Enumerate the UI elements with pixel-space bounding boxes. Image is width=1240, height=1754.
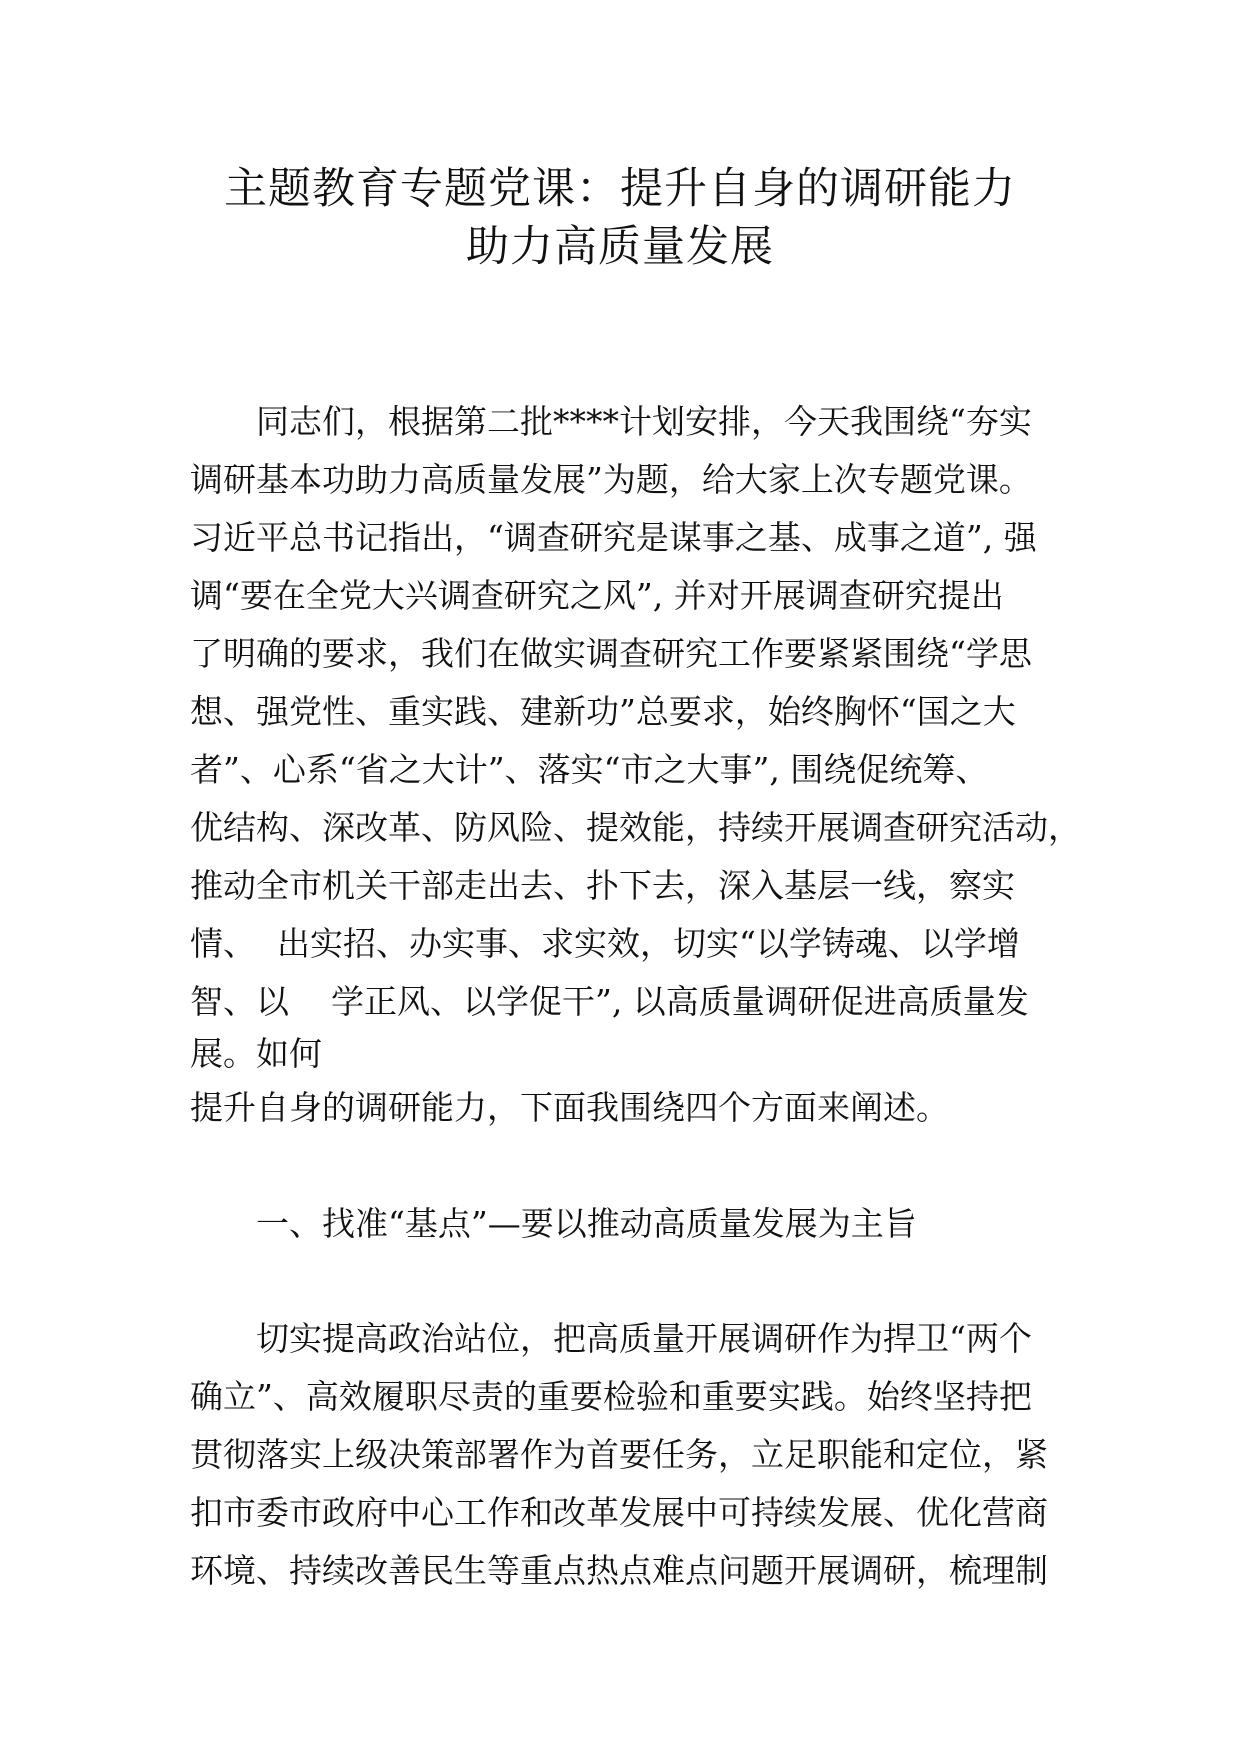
intro-line-5: 了明确的要求，我们在做实调查研究工作要紧紧围绕“学思 [190,634,1032,673]
intro-line-10: 情、 出实招、办实事、求实效，切实“以学铸魂、以学增 [190,924,1020,963]
intro-line-11: 智、以 学正风、以学促干”, 以高质量调研促进高质量发 [190,982,1029,1021]
section-1-heading: 一、找准“基点”—要以推动高质量发展为主旨 [256,1204,917,1243]
intro-line-2: 调研基本功助力高质量发展”为题，给大家上次专题党课。 [190,460,1032,499]
document-title [150,160,1090,276]
intro-line-3: 习近平总书记指出，“调查研究是谋事之基、成事之道”, 强 [190,518,1037,557]
intro-line-12: 展。如何 [190,1034,322,1073]
intro-line-7: 者”、心系“省之大计”、落实“市之大事”, 围绕促统筹、 [190,750,989,789]
section-1-line-2: 确立”、高效履职尽责的重要检验和重要实践。始终坚持把 [190,1377,1032,1416]
intro-line-8: 优结构、深改革、防风险、提效能，持续开展调查研究活动， [190,808,1081,847]
intro-line-1: 同志们，根据第二批****计划安排，今天我围绕“夯实 [256,402,1032,441]
intro-line-4: 调“要在全党大兴调查研究之风”, 并对开展调查研究提出 [190,576,1004,615]
section-1-line-5: 环境、持续改善民生等重点热点难点问题开展调研，梳理制 [190,1551,1048,1590]
section-1-line-3: 贯彻落实上级决策部署作为首要任务，立足职能和定位，紧 [190,1435,1048,1474]
intro-line-9: 推动全市机关干部走出去、扑下去，深入基层一线，察实 [190,866,1015,905]
title-line-1: 主题教育专题党课：提升自身的调研能力 [224,164,1016,214]
section-1-line-4: 扣市委市政府中心工作和改革发展中可持续发展、优化营商 [190,1493,1048,1532]
section-1-line-1: 切实提高政治站位，把高质量开展调研作为捍卫“两个 [256,1319,1032,1358]
title-line-2: 助力高质量发展 [466,222,774,272]
intro-line-6: 想、强党性、重实践、建新功”总要求，始终胸怀“国之大 [190,692,1016,731]
intro-line-13: 提升自身的调研能力，下面我围绕四个方面来阐述。 [190,1088,949,1127]
